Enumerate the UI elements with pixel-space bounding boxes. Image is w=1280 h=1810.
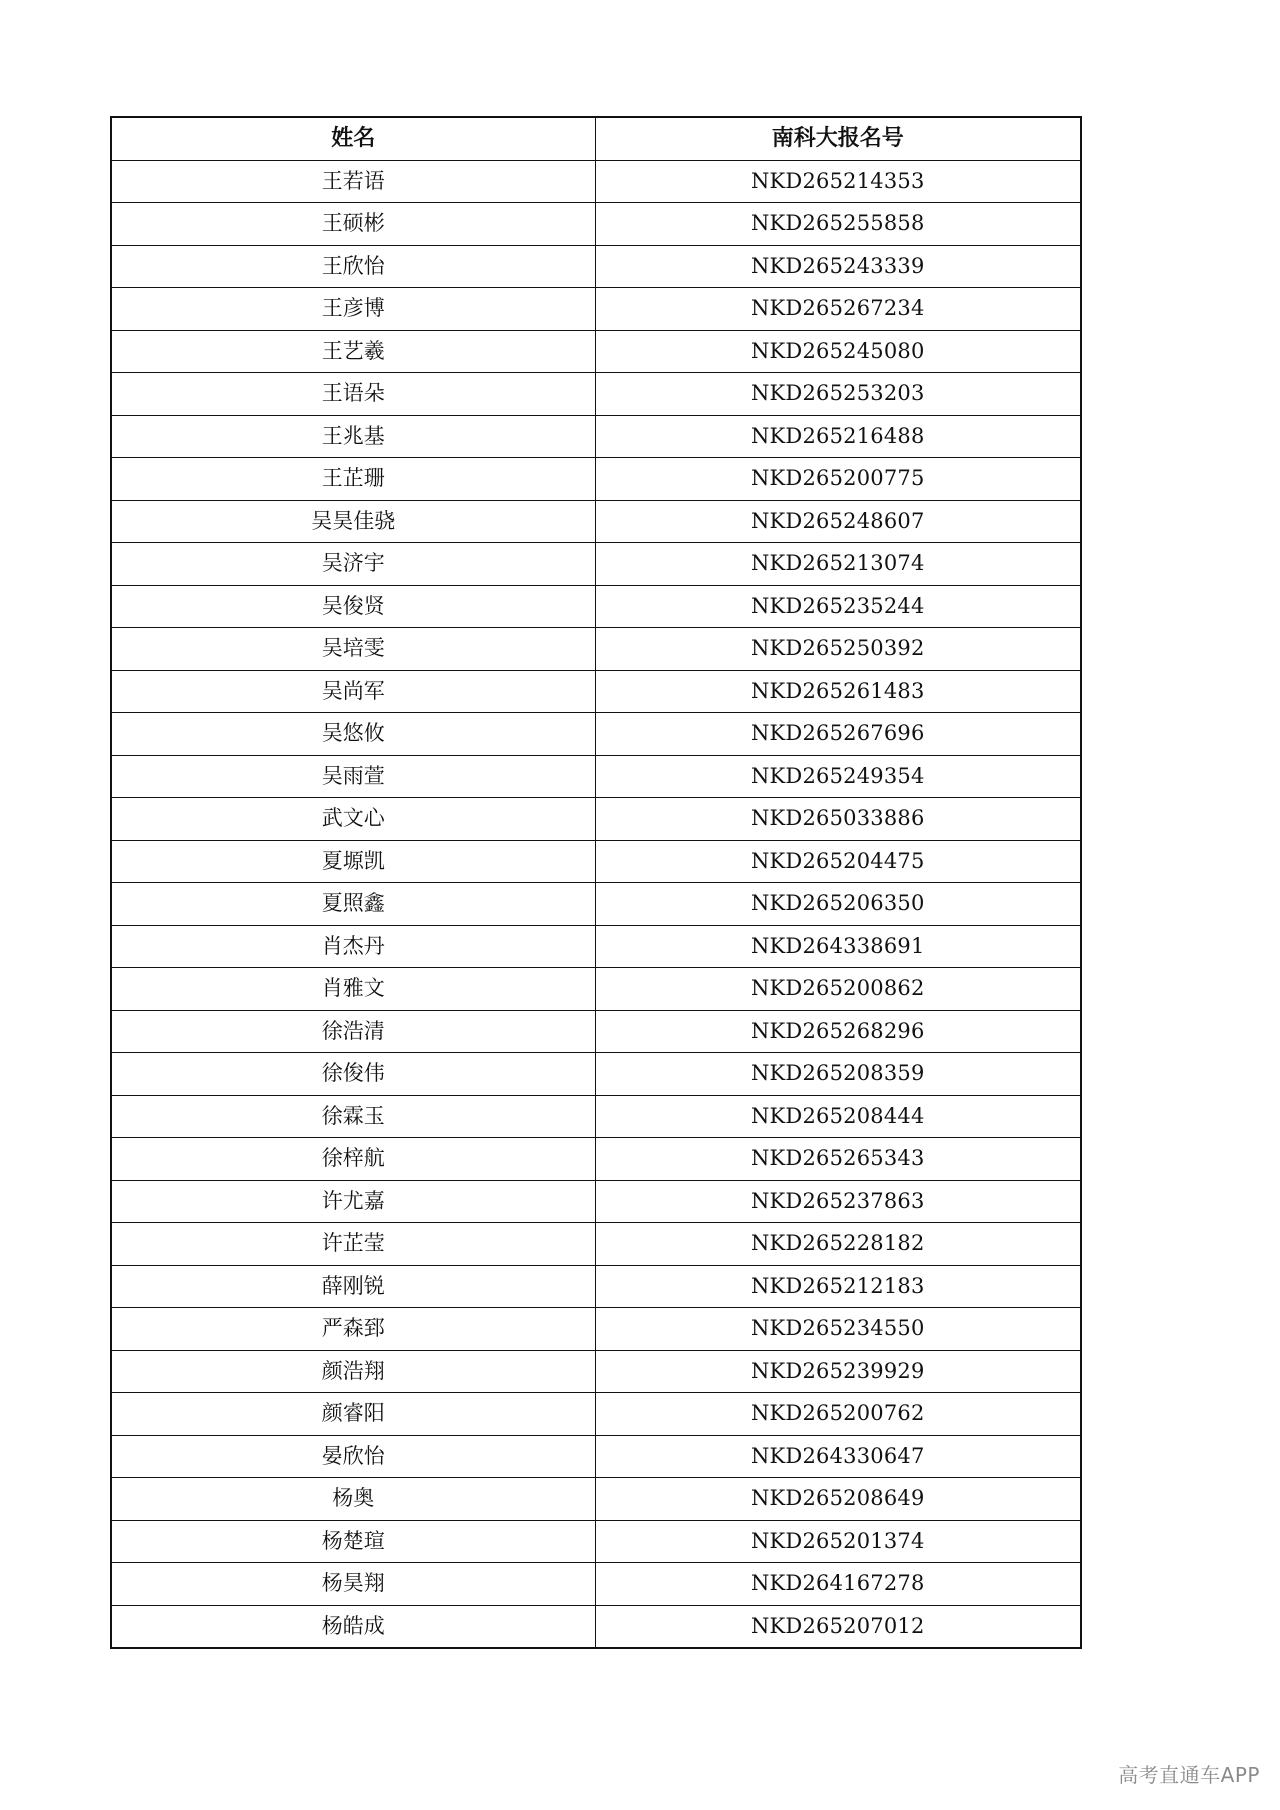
name-cell: 吴雨萱 (111, 755, 595, 798)
table-row (111, 1478, 1081, 1521)
registration-number-cell: NKD265208359 (595, 1053, 1081, 1096)
name-cell: 王硕彬 (111, 203, 595, 246)
table-row (111, 883, 1081, 926)
name-cell: 许芷莹 (111, 1223, 595, 1266)
name-cell: 王芷珊 (111, 458, 595, 501)
table-row (111, 1010, 1081, 1053)
name-cell: 颜浩翔 (111, 1350, 595, 1393)
registration-number-cell: NKD265212183 (595, 1265, 1081, 1308)
table-row (111, 415, 1081, 458)
registration-number-cell: NKD265248607 (595, 500, 1081, 543)
name-cell: 王语朵 (111, 373, 595, 416)
registration-number-cell: NKD265235244 (595, 585, 1081, 628)
registration-number-cell: NKD265216488 (595, 415, 1081, 458)
roster-table (110, 116, 1082, 1649)
table-row (111, 1435, 1081, 1478)
name-cell: 杨楚瑄 (111, 1520, 595, 1563)
name-cell: 王若语 (111, 160, 595, 203)
table-row (111, 1520, 1081, 1563)
name-cell: 严森郅 (111, 1308, 595, 1351)
registration-number-cell: NKD265245080 (595, 330, 1081, 373)
name-cell: 王欣怡 (111, 245, 595, 288)
registration-number-cell: NKD265213074 (595, 543, 1081, 586)
table-row (111, 288, 1081, 331)
name-cell: 杨昊翔 (111, 1563, 595, 1606)
table-row (111, 203, 1081, 246)
table-row (111, 543, 1081, 586)
table-row (111, 160, 1081, 203)
table-row (111, 1223, 1081, 1266)
name-cell: 徐霖玉 (111, 1095, 595, 1138)
name-cell: 颜睿阳 (111, 1393, 595, 1436)
registration-number-cell: NKD264167278 (595, 1563, 1081, 1606)
table-row (111, 1605, 1081, 1648)
table-row (111, 1563, 1081, 1606)
table-row (111, 840, 1081, 883)
registration-number-cell: NKD265253203 (595, 373, 1081, 416)
registration-number-cell: NKD265200775 (595, 458, 1081, 501)
name-cell: 吴俊贤 (111, 585, 595, 628)
name-cell: 许尤嘉 (111, 1180, 595, 1223)
registration-number-cell: NKD265033886 (595, 798, 1081, 841)
table-row (111, 713, 1081, 756)
registration-number-cell: NKD265207012 (595, 1605, 1081, 1648)
table-row (111, 245, 1081, 288)
registration-number-cell: NKD265243339 (595, 245, 1081, 288)
table-row (111, 1308, 1081, 1351)
registration-number-cell: NKD265255858 (595, 203, 1081, 246)
name-cell: 徐梓航 (111, 1138, 595, 1181)
table-row (111, 1393, 1081, 1436)
table-body (111, 160, 1081, 1648)
registration-number-cell: NKD265261483 (595, 670, 1081, 713)
registration-number-cell: NKD265249354 (595, 755, 1081, 798)
registration-number-cell: NKD265208649 (595, 1478, 1081, 1521)
registration-number-cell: NKD265268296 (595, 1010, 1081, 1053)
table-row (111, 373, 1081, 416)
table-row (111, 1053, 1081, 1096)
name-cell: 吴悠攸 (111, 713, 595, 756)
table-row (111, 1180, 1081, 1223)
registration-number-cell: NKD265228182 (595, 1223, 1081, 1266)
name-cell: 徐浩清 (111, 1010, 595, 1053)
name-cell: 徐俊伟 (111, 1053, 595, 1096)
registration-number-cell: NKD265250392 (595, 628, 1081, 671)
name-cell: 王兆基 (111, 415, 595, 458)
registration-number-cell: NKD264330647 (595, 1435, 1081, 1478)
name-cell: 夏塬凯 (111, 840, 595, 883)
name-cell: 武文心 (111, 798, 595, 841)
table-row (111, 1095, 1081, 1138)
registration-number-cell: NKD265200862 (595, 968, 1081, 1011)
table-header (111, 117, 1081, 160)
table-row (111, 755, 1081, 798)
registration-number-cell: NKD265267234 (595, 288, 1081, 331)
registration-number-cell: NKD265208444 (595, 1095, 1081, 1138)
table-row (111, 670, 1081, 713)
registration-number-cell: NKD265265343 (595, 1138, 1081, 1181)
table-row (111, 330, 1081, 373)
table-row (111, 925, 1081, 968)
table-row (111, 968, 1081, 1011)
registration-number-cell: NKD265206350 (595, 883, 1081, 926)
name-cell: 薛刚锐 (111, 1265, 595, 1308)
name-cell: 杨奥 (111, 1478, 595, 1521)
registration-number-cell: NKD265214353 (595, 160, 1081, 203)
table-row (111, 585, 1081, 628)
registration-number-cell: NKD265267696 (595, 713, 1081, 756)
name-cell: 吴培雯 (111, 628, 595, 671)
table-row (111, 628, 1081, 671)
name-cell: 晏欣怡 (111, 1435, 595, 1478)
table-row (111, 798, 1081, 841)
table-row (111, 1138, 1081, 1181)
name-cell: 杨皓成 (111, 1605, 595, 1648)
table-row (111, 1265, 1081, 1308)
name-cell: 肖杰丹 (111, 925, 595, 968)
registration-number-cell: NKD265234550 (595, 1308, 1081, 1351)
registration-number-cell: NKD264338691 (595, 925, 1081, 968)
name-cell: 吴昊佳骁 (111, 500, 595, 543)
header-row (111, 117, 1081, 160)
table-row (111, 1350, 1081, 1393)
name-cell: 夏照鑫 (111, 883, 595, 926)
registration-number-cell: NKD265200762 (595, 1393, 1081, 1436)
table-row (111, 458, 1081, 501)
roster-table-container (110, 116, 1080, 1649)
registration-number-cell: NKD265239929 (595, 1350, 1081, 1393)
name-cell: 肖雅文 (111, 968, 595, 1011)
name-cell: 王彦博 (111, 288, 595, 331)
table-row (111, 500, 1081, 543)
column-header-name: 姓名 (111, 117, 595, 160)
name-cell: 吴尚军 (111, 670, 595, 713)
name-cell: 吴济宇 (111, 543, 595, 586)
column-header-registration-number: 南科大报名号 (595, 117, 1081, 160)
watermark: 高考直通车APP (1118, 1763, 1260, 1787)
name-cell: 王艺羲 (111, 330, 595, 373)
registration-number-cell: NKD265237863 (595, 1180, 1081, 1223)
registration-number-cell: NKD265204475 (595, 840, 1081, 883)
registration-number-cell: NKD265201374 (595, 1520, 1081, 1563)
